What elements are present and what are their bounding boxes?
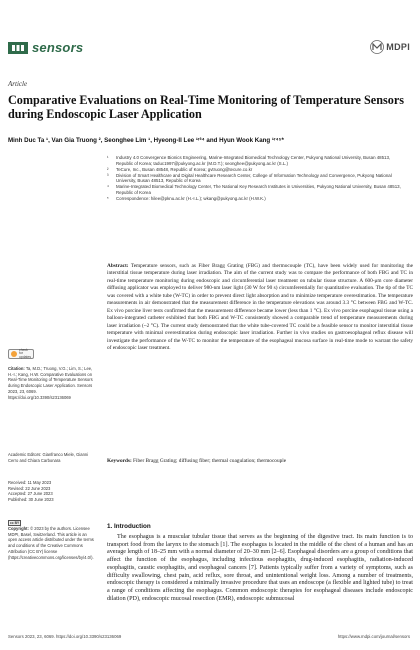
affiliation-item	[107, 173, 407, 184]
academic-editors-label: Academic Editors:	[8, 452, 42, 457]
abstract	[107, 263, 413, 353]
affiliation-text: Marine-Integrated Biomedical Technology Center, The National Key Research Institutes in Universities, Pukyong National University, Busan 48513, Republic of Korea	[116, 184, 401, 195]
keywords-label: Keywords:	[107, 458, 132, 464]
journal-name: sensors	[32, 40, 84, 55]
affiliation-text: TeCure, Inc., Busan 48548, Republic of Korea; gvtruong@tecure.co.kr	[116, 166, 253, 172]
check-for-updates-button[interactable]	[8, 349, 34, 359]
affiliation-mark: ³	[107, 172, 109, 178]
update-check-icon	[11, 351, 17, 357]
journal-emblem-icon	[8, 42, 28, 54]
keywords	[107, 458, 413, 464]
affiliation-item	[107, 196, 407, 202]
article-type: Article	[8, 80, 28, 88]
citation-label: Citation:	[8, 366, 25, 371]
footer-journal-link[interactable]: https://www.mdpi.com/journal/sensors	[337, 634, 410, 639]
affiliation-text: Industry 4.0 Convergence Bionics Engineering, Marine-Integrated Biomedical Technology Center, Pukyong National University, Busan 48513, Republic of Korea; taduc1997@pukyong.ac.kr (M.D.T.); seonghee@pukyong.ac.kr (S.L.)	[116, 155, 391, 166]
accepted-date: Accepted: 27 June 2023	[8, 491, 53, 497]
citation-text[interactable]: Ta, M.D.; Truong, V.G.; Lim, S.; Lee, H.-I.; Kang, H.W. Comparative Evaluations on Real-Time Monitoring of Temperature Sensors during Endoscopic Laser Application. Sensors 2023, 23, 6069. https://doi.org/10.3390/s23136069	[8, 366, 93, 400]
affiliation-text: Correspondence: hilee@pknu.ac.kr (H.-I.L.); wkang@pukyong.ac.kr (H.W.K.)	[116, 195, 266, 201]
publisher-name: MDPI	[386, 42, 410, 52]
affiliation-mark: ¹	[107, 155, 109, 160]
affiliation-text: Division of Smart Healthcare and Digital Healthcare Research Center, College of Information Technology and Convergence, Pukyong National University, Busan 48513, Republic of Korea	[116, 172, 392, 184]
keywords-text: Fiber Bragg Grating; diffusing fiber; thermal coagulation; thermocouple	[133, 458, 287, 464]
academic-editors-text: Gianfranco Miele, Gianni Cerro and Chiara Carbonara	[8, 452, 89, 463]
footer-citation[interactable]: Sensors 2023, 23, 6069. https://doi.org/10.3390/s23136069	[8, 634, 122, 639]
copyright-label: Copyright:	[8, 526, 29, 531]
journal-logo[interactable]	[8, 40, 83, 55]
citation-block	[8, 366, 94, 400]
publisher-emblem-icon	[370, 40, 384, 54]
affiliation-mark: ²	[107, 166, 109, 172]
affiliation-item	[107, 167, 407, 173]
affiliation-list	[107, 155, 407, 202]
affiliation-mark: *	[107, 195, 109, 201]
cc-by-license-icon[interactable]: cc BY	[10, 521, 20, 525]
dates-block	[8, 480, 94, 503]
article-title: Comparative Evaluations on Real-Time Monitoring of Temperature Sensors during Endoscopic Laser Application	[8, 93, 404, 121]
affiliation-mark: ⁴	[107, 184, 109, 190]
affiliation-item	[107, 155, 407, 166]
copyright-block	[8, 520, 94, 560]
introduction-text: The esophagus is a muscular tubular tissue that serves as the beginning of the digestive tract. Its main function is to transport food from the larynx to the stomach [1]. The esophagus is located in the middle of the chest of a human and has an average length of 18–25 mm with a normal diameter of 20–30 mm [2–6]. Esophageal disorders are a group of conditions that affect the function of the esophagus, including infectious esophagitis, drug-induced esophagitis, radiation-induced esophagitis, caustic esophagitis, and esophageal cancers [7]. Patients typically suffer from a variety of symptoms, such as difficulty swallowing, chest pain, acid reflux, sore throat, and unintentional weight loss. Among a number of treatments, endoscopic therapy is considered a minimally invasive procedure that uses an endoscope (a flexible and lighted tube) to treat a range of conditions affecting the esophagus. Common endoscopic therapies for esophageal diseases include endoscopic dilation (PD), endoscopic mucosal resection (EMR), endoscopic submucosal	[107, 534, 413, 602]
check-for-updates-label: check for updates	[19, 347, 32, 359]
copyright-text: © 2023 by the authors. Licensee MDPI, Basel, Switzerland. This article is an open access article distributed under the terms and conditions of the Creative Commons Attribution (CC BY) license (https://creativecommons.org/licenses/by/4.0/).	[8, 526, 94, 560]
received-date: Received: 11 May 2023	[8, 480, 52, 485]
affiliation-item	[107, 184, 407, 195]
introduction-heading: 1. Introduction	[107, 523, 151, 530]
publisher-logo[interactable]	[370, 40, 410, 54]
published-date: Published: 30 June 2023	[8, 497, 54, 503]
academic-editors-block	[8, 452, 94, 463]
abstract-label: Abstract:	[107, 263, 129, 269]
revised-date: Revised: 22 June 2023	[8, 485, 51, 491]
abstract-text: Temperature sensors, such as Fiber Bragg Grating (FBG) and thermocouple (TC), have been widely used for monitoring the interstitial tissue temperature during laser irradiation. The aim of the current study was to compare the performance of both FBG and TC in real-time temperature monitoring during endoscopic and circumferential laser treatment on tubular tissue structure. A 600-μm core diameter diffusing applicator was employed to deliver 980-nm laser light (30 W for 90 s) circumferentially for quantitative evaluation. The tip of the TC was covered with a white tube (W-TC) in order to prevent direct light absorption and to minimize temperature overestimation. The temperature measurements in air demonstrated that the measurement difference in the temperature elevations was around 3.3 °C between FBG and W-TC. Ex vivo porcine liver tests confirmed that the measurement difference became lower (less than 1 °C). Ex vivo porcine esophageal tissue using a balloon-integrated catheter exhibited that both FBG and W-TC consistently showed a comparable trend of temperature measurements during laser irradiation (~2 °C). The current study demonstrated that the white tube-covered TC could be a feasible sensor to monitor interstitial tissue temperature with minimal overestimation during endoscopic laser irradiation. Further in vivo studies on gastroesophageal reflux disease will investigate the performance of the W-TC to monitor the temperature of the esophageal mucosa surface in real-time mode to warrant the safety of endoscopic laser treatment.	[107, 263, 413, 352]
author-list: Minh Duc Ta ¹, Van Gia Truong ², Seonghee Lim ¹, Hyeong-Il Lee ¹ʳ³⁴ and Hyun Wook Kang ¹ʳ⁴⁵*	[8, 137, 284, 144]
